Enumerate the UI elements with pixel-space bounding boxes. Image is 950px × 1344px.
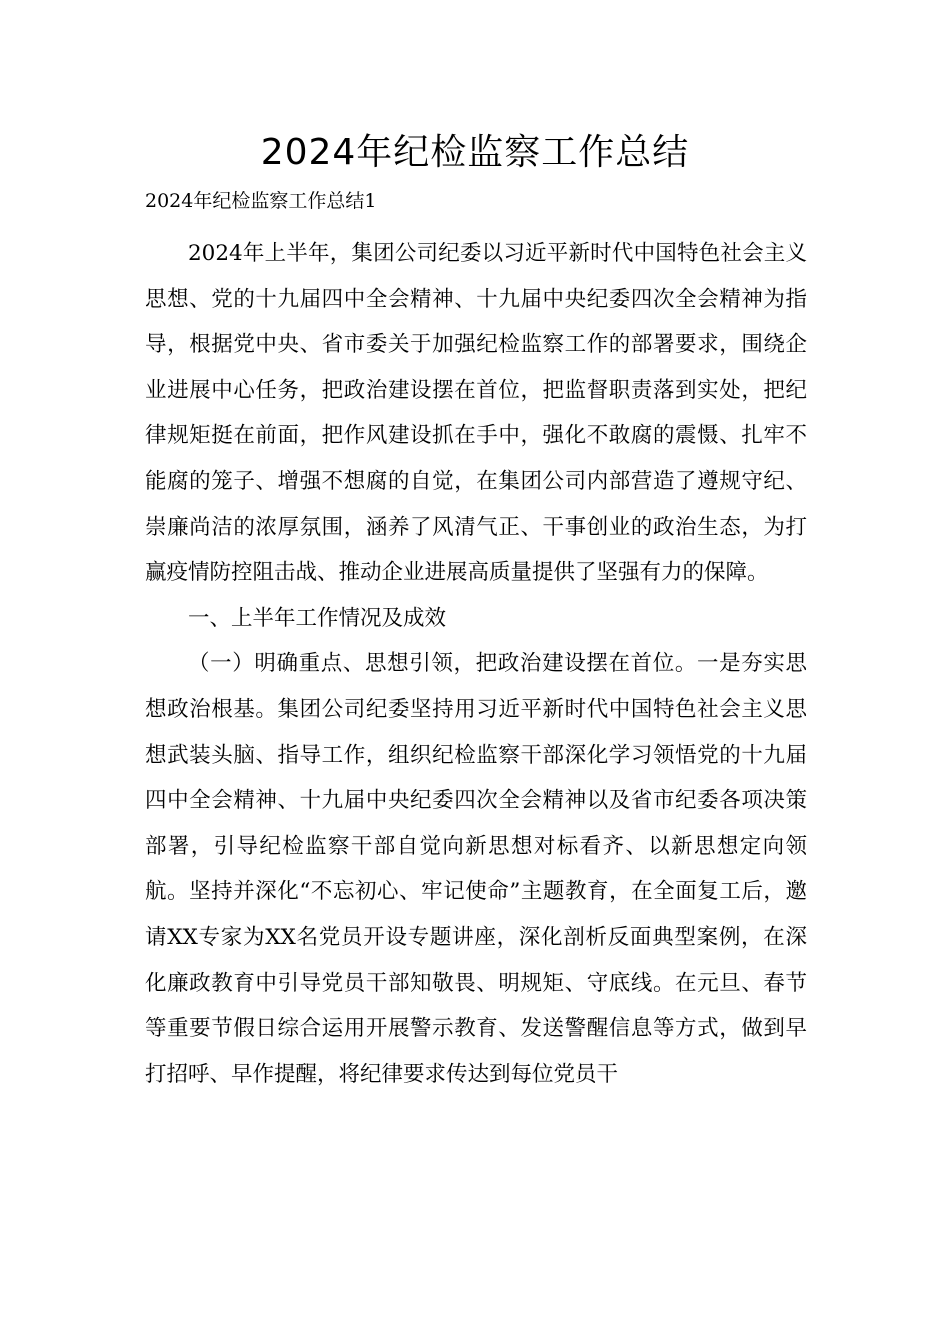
section-heading: 一、上半年工作情况及成效 — [188, 605, 447, 631]
document-title: 2024年纪检监察工作总结 — [260, 132, 690, 173]
body-paragraph-intro: 2024年上半年，集团公司纪委以习近平新时代中国特色社会主义思想、党的十九届四中全会精神、十九届中央纪委四次全会精神为指导，根据党中央、省市委关于加强纪检监察工作的部署要求，围绕企业进展中心任务，把政治建设摆在首位，把监督职责落到实处，把纪律规矩挺在前面，把作风建设抓在手中，强化不敢腐的震慑、扎牢不能腐的笼子、增强不想腐的自觉，在集团公司内部营造了遵规守纪、崇廉尚洁的浓厚氛围，涵养了风清气正、干事创业的政治生态，为打赢疫情防控阻击战、推动企业进展高质量提供了坚强有力的保障。 — [145, 241, 807, 586]
document-subtitle: 2024年纪检监察工作总结1 — [145, 190, 377, 212]
body-paragraph-section-1: （一）明确重点、思想引领，把政治建设摆在首位。一是夯实思想政治根基。集团公司纪委坚持用习近平新时代中国特色社会主义思想武装头脑、指导工作，组织纪检监察干部深化学习领悟党的十九届四中全会精神、十九届中央纪委四次全会精神以及省市纪委各项决策部署，引导纪检监察干部自觉向新思想对标看齐、以新思想定向领航。坚持并深化“不忘初心、牢记使命”主题教育，在全面复工后，邀请XX专家为XX名党员开设专题讲座，深化剖析反面典型案例，在深化廉政教育中引导党员干部知敬畏、明规矩、守底线。在元旦、春节等重要节假日综合运用开展警示教育、发送警醒信息等方式，做到早打招呼、早作提醒，将纪律要求传达到每位党员干 — [145, 651, 807, 1087]
document-body — [145, 231, 807, 1097]
